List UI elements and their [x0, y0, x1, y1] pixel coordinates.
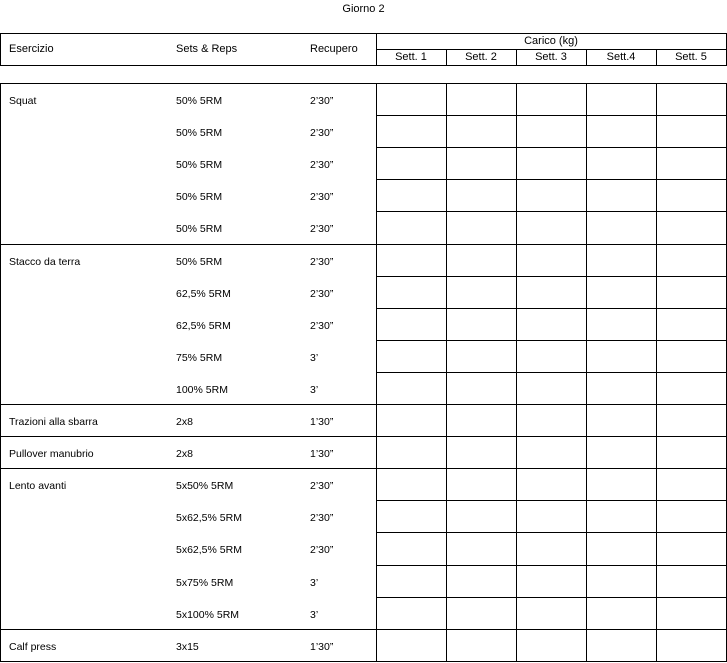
rest-value: 1’30”	[310, 641, 334, 653]
sets-reps-value: 50% 5RM	[176, 95, 223, 107]
load-input-cell[interactable]	[517, 437, 586, 468]
load-input-cell[interactable]	[447, 566, 516, 597]
load-input-cell[interactable]	[517, 212, 586, 244]
rest-value: 2’30”	[310, 288, 334, 300]
rest-value: 2’30”	[310, 223, 334, 235]
load-input-cell[interactable]	[657, 373, 726, 404]
load-input-cell[interactable]	[377, 437, 446, 468]
load-input-cell[interactable]	[587, 84, 656, 115]
load-input-cell[interactable]	[447, 469, 516, 500]
load-input-cell[interactable]	[587, 309, 656, 340]
exercise-name: Calf press	[9, 641, 57, 653]
load-input-cell[interactable]	[517, 245, 586, 276]
load-input-cell[interactable]	[517, 533, 586, 565]
sets-reps-value: 5x50% 5RM	[176, 480, 234, 492]
load-input-cell[interactable]	[657, 245, 726, 276]
load-input-cell[interactable]	[447, 116, 516, 147]
load-input-cell[interactable]	[657, 533, 726, 565]
load-input-cell[interactable]	[587, 469, 656, 500]
load-input-cell[interactable]	[517, 373, 586, 404]
load-input-cell[interactable]	[517, 309, 586, 340]
rest-value: 2’30”	[310, 256, 334, 268]
load-input-cell[interactable]	[377, 501, 446, 532]
header-rest: Recupero	[310, 43, 358, 55]
load-input-cell[interactable]	[377, 373, 446, 404]
rest-value: 2’30”	[310, 127, 334, 139]
sets-reps-value: 5x62,5% 5RM	[176, 544, 242, 556]
load-input-cell[interactable]	[377, 533, 446, 565]
load-input-cell[interactable]	[447, 245, 516, 276]
header-week-4: Sett.4	[606, 51, 636, 63]
load-input-cell[interactable]	[447, 598, 516, 629]
load-input-cell[interactable]	[517, 148, 586, 179]
load-input-cell[interactable]	[657, 341, 726, 372]
load-input-cell[interactable]	[517, 84, 586, 115]
load-input-cell[interactable]	[447, 373, 516, 404]
load-input-cell[interactable]	[517, 405, 586, 436]
load-input-cell[interactable]	[587, 501, 656, 532]
load-input-cell[interactable]	[657, 469, 726, 500]
load-input-cell[interactable]	[587, 180, 656, 211]
load-input-cell[interactable]	[447, 212, 516, 244]
load-input-cell[interactable]	[377, 566, 446, 597]
sets-reps-value: 3x15	[176, 641, 199, 653]
load-input-cell[interactable]	[587, 630, 656, 661]
exercise-name: Pullover manubrio	[9, 448, 94, 460]
exercise-name: Stacco da terra	[9, 256, 81, 268]
table-bottom-border	[0, 661, 727, 662]
load-input-cell[interactable]	[657, 566, 726, 597]
load-input-cell[interactable]	[377, 309, 446, 340]
load-input-cell[interactable]	[587, 341, 656, 372]
rest-value: 3’	[310, 352, 319, 364]
header-week-5: Sett. 5	[675, 51, 707, 63]
load-input-cell[interactable]	[377, 405, 446, 436]
load-input-cell[interactable]	[517, 341, 586, 372]
load-input-cell[interactable]	[657, 84, 726, 115]
rest-value: 2’30”	[310, 159, 334, 171]
rest-value: 2’30”	[310, 191, 334, 203]
load-input-cell[interactable]	[517, 469, 586, 500]
header-week-3: Sett. 3	[535, 51, 567, 63]
load-input-cell[interactable]	[377, 469, 446, 500]
load-input-cell[interactable]	[657, 116, 726, 147]
sets-reps-value: 75% 5RM	[176, 352, 223, 364]
load-input-cell[interactable]	[517, 501, 586, 532]
sets-reps-value: 5x75% 5RM	[176, 577, 234, 589]
rest-value: 2’30”	[310, 95, 334, 107]
rest-value: 3’	[310, 609, 319, 621]
load-input-cell[interactable]	[587, 598, 656, 629]
rest-value: 3’	[310, 384, 319, 396]
load-input-cell[interactable]	[447, 148, 516, 179]
sets-reps-value: 5x62,5% 5RM	[176, 512, 242, 524]
sets-reps-value: 50% 5RM	[176, 127, 223, 139]
load-input-cell[interactable]	[377, 148, 446, 179]
load-input-cell[interactable]	[517, 277, 586, 308]
header-week-1: Sett. 1	[395, 51, 427, 63]
page-title: Giorno 2	[342, 3, 385, 15]
load-input-cell[interactable]	[657, 180, 726, 211]
load-input-cell[interactable]	[657, 437, 726, 468]
load-input-cell[interactable]	[587, 566, 656, 597]
load-input-cell[interactable]	[377, 212, 446, 244]
exercise-name: Squat	[9, 95, 37, 107]
load-input-cell[interactable]	[517, 598, 586, 629]
header-sets-reps: Sets & Reps	[176, 43, 238, 55]
table-left-border	[0, 83, 1, 662]
load-input-cell[interactable]	[587, 405, 656, 436]
sets-reps-value: 50% 5RM	[176, 256, 223, 268]
header-week-2: Sett. 2	[465, 51, 497, 63]
load-input-cell[interactable]	[587, 116, 656, 147]
load-input-cell[interactable]	[587, 373, 656, 404]
load-input-cell[interactable]	[447, 501, 516, 532]
load-input-cell[interactable]	[587, 277, 656, 308]
load-input-cell[interactable]	[657, 405, 726, 436]
load-input-cell[interactable]	[447, 180, 516, 211]
load-input-cell[interactable]	[587, 437, 656, 468]
load-input-cell[interactable]	[447, 341, 516, 372]
sets-reps-value: 100% 5RM	[176, 384, 228, 396]
rest-value: 1’30”	[310, 448, 334, 460]
load-input-cell[interactable]	[657, 598, 726, 629]
sets-reps-value: 2x8	[176, 448, 193, 460]
load-input-cell[interactable]	[517, 566, 586, 597]
load-input-cell[interactable]	[377, 180, 446, 211]
load-input-cell[interactable]	[447, 277, 516, 308]
table-left-border	[0, 33, 1, 66]
sets-reps-value: 50% 5RM	[176, 223, 223, 235]
load-input-cell[interactable]	[517, 180, 586, 211]
load-input-cell[interactable]	[517, 116, 586, 147]
sets-reps-value: 62,5% 5RM	[176, 288, 231, 300]
header-exercise: Esercizio	[9, 43, 54, 55]
load-input-cell[interactable]	[377, 84, 446, 115]
load-input-cell[interactable]	[447, 309, 516, 340]
rest-value: 1’30”	[310, 416, 334, 428]
sets-reps-value: 50% 5RM	[176, 191, 223, 203]
load-input-cell[interactable]	[587, 245, 656, 276]
load-input-cell[interactable]	[447, 437, 516, 468]
sets-reps-value: 2x8	[176, 416, 193, 428]
exercise-name: Trazioni alla sbarra	[9, 416, 98, 428]
sets-reps-value: 5x100% 5RM	[176, 609, 240, 621]
load-input-cell[interactable]	[377, 245, 446, 276]
sets-reps-value: 50% 5RM	[176, 159, 223, 171]
header-bottom-border	[0, 65, 727, 66]
rest-value: 2’30”	[310, 512, 334, 524]
header-load: Carico (kg)	[524, 35, 578, 47]
load-input-cell[interactable]	[447, 405, 516, 436]
load-input-cell[interactable]	[657, 277, 726, 308]
rest-value: 3’	[310, 577, 319, 589]
load-input-cell[interactable]	[377, 630, 446, 661]
load-input-cell[interactable]	[447, 533, 516, 565]
load-input-cell[interactable]	[587, 533, 656, 565]
load-input-cell[interactable]	[447, 630, 516, 661]
rest-value: 2’30”	[310, 320, 334, 332]
load-input-cell[interactable]	[657, 501, 726, 532]
load-input-cell[interactable]	[657, 212, 726, 244]
rest-value: 2’30”	[310, 544, 334, 556]
sets-reps-value: 62,5% 5RM	[176, 320, 231, 332]
load-input-cell[interactable]	[377, 277, 446, 308]
load-input-cell[interactable]	[377, 116, 446, 147]
exercise-name: Lento avanti	[9, 480, 67, 492]
load-input-cell[interactable]	[447, 84, 516, 115]
load-input-cell[interactable]	[657, 309, 726, 340]
load-input-cell[interactable]	[657, 630, 726, 661]
rest-value: 2’30”	[310, 480, 334, 492]
load-input-cell[interactable]	[657, 148, 726, 179]
load-input-cell[interactable]	[587, 148, 656, 179]
load-input-cell[interactable]	[377, 341, 446, 372]
load-input-cell[interactable]	[587, 212, 656, 244]
load-input-cell[interactable]	[517, 630, 586, 661]
load-input-cell[interactable]	[377, 598, 446, 629]
